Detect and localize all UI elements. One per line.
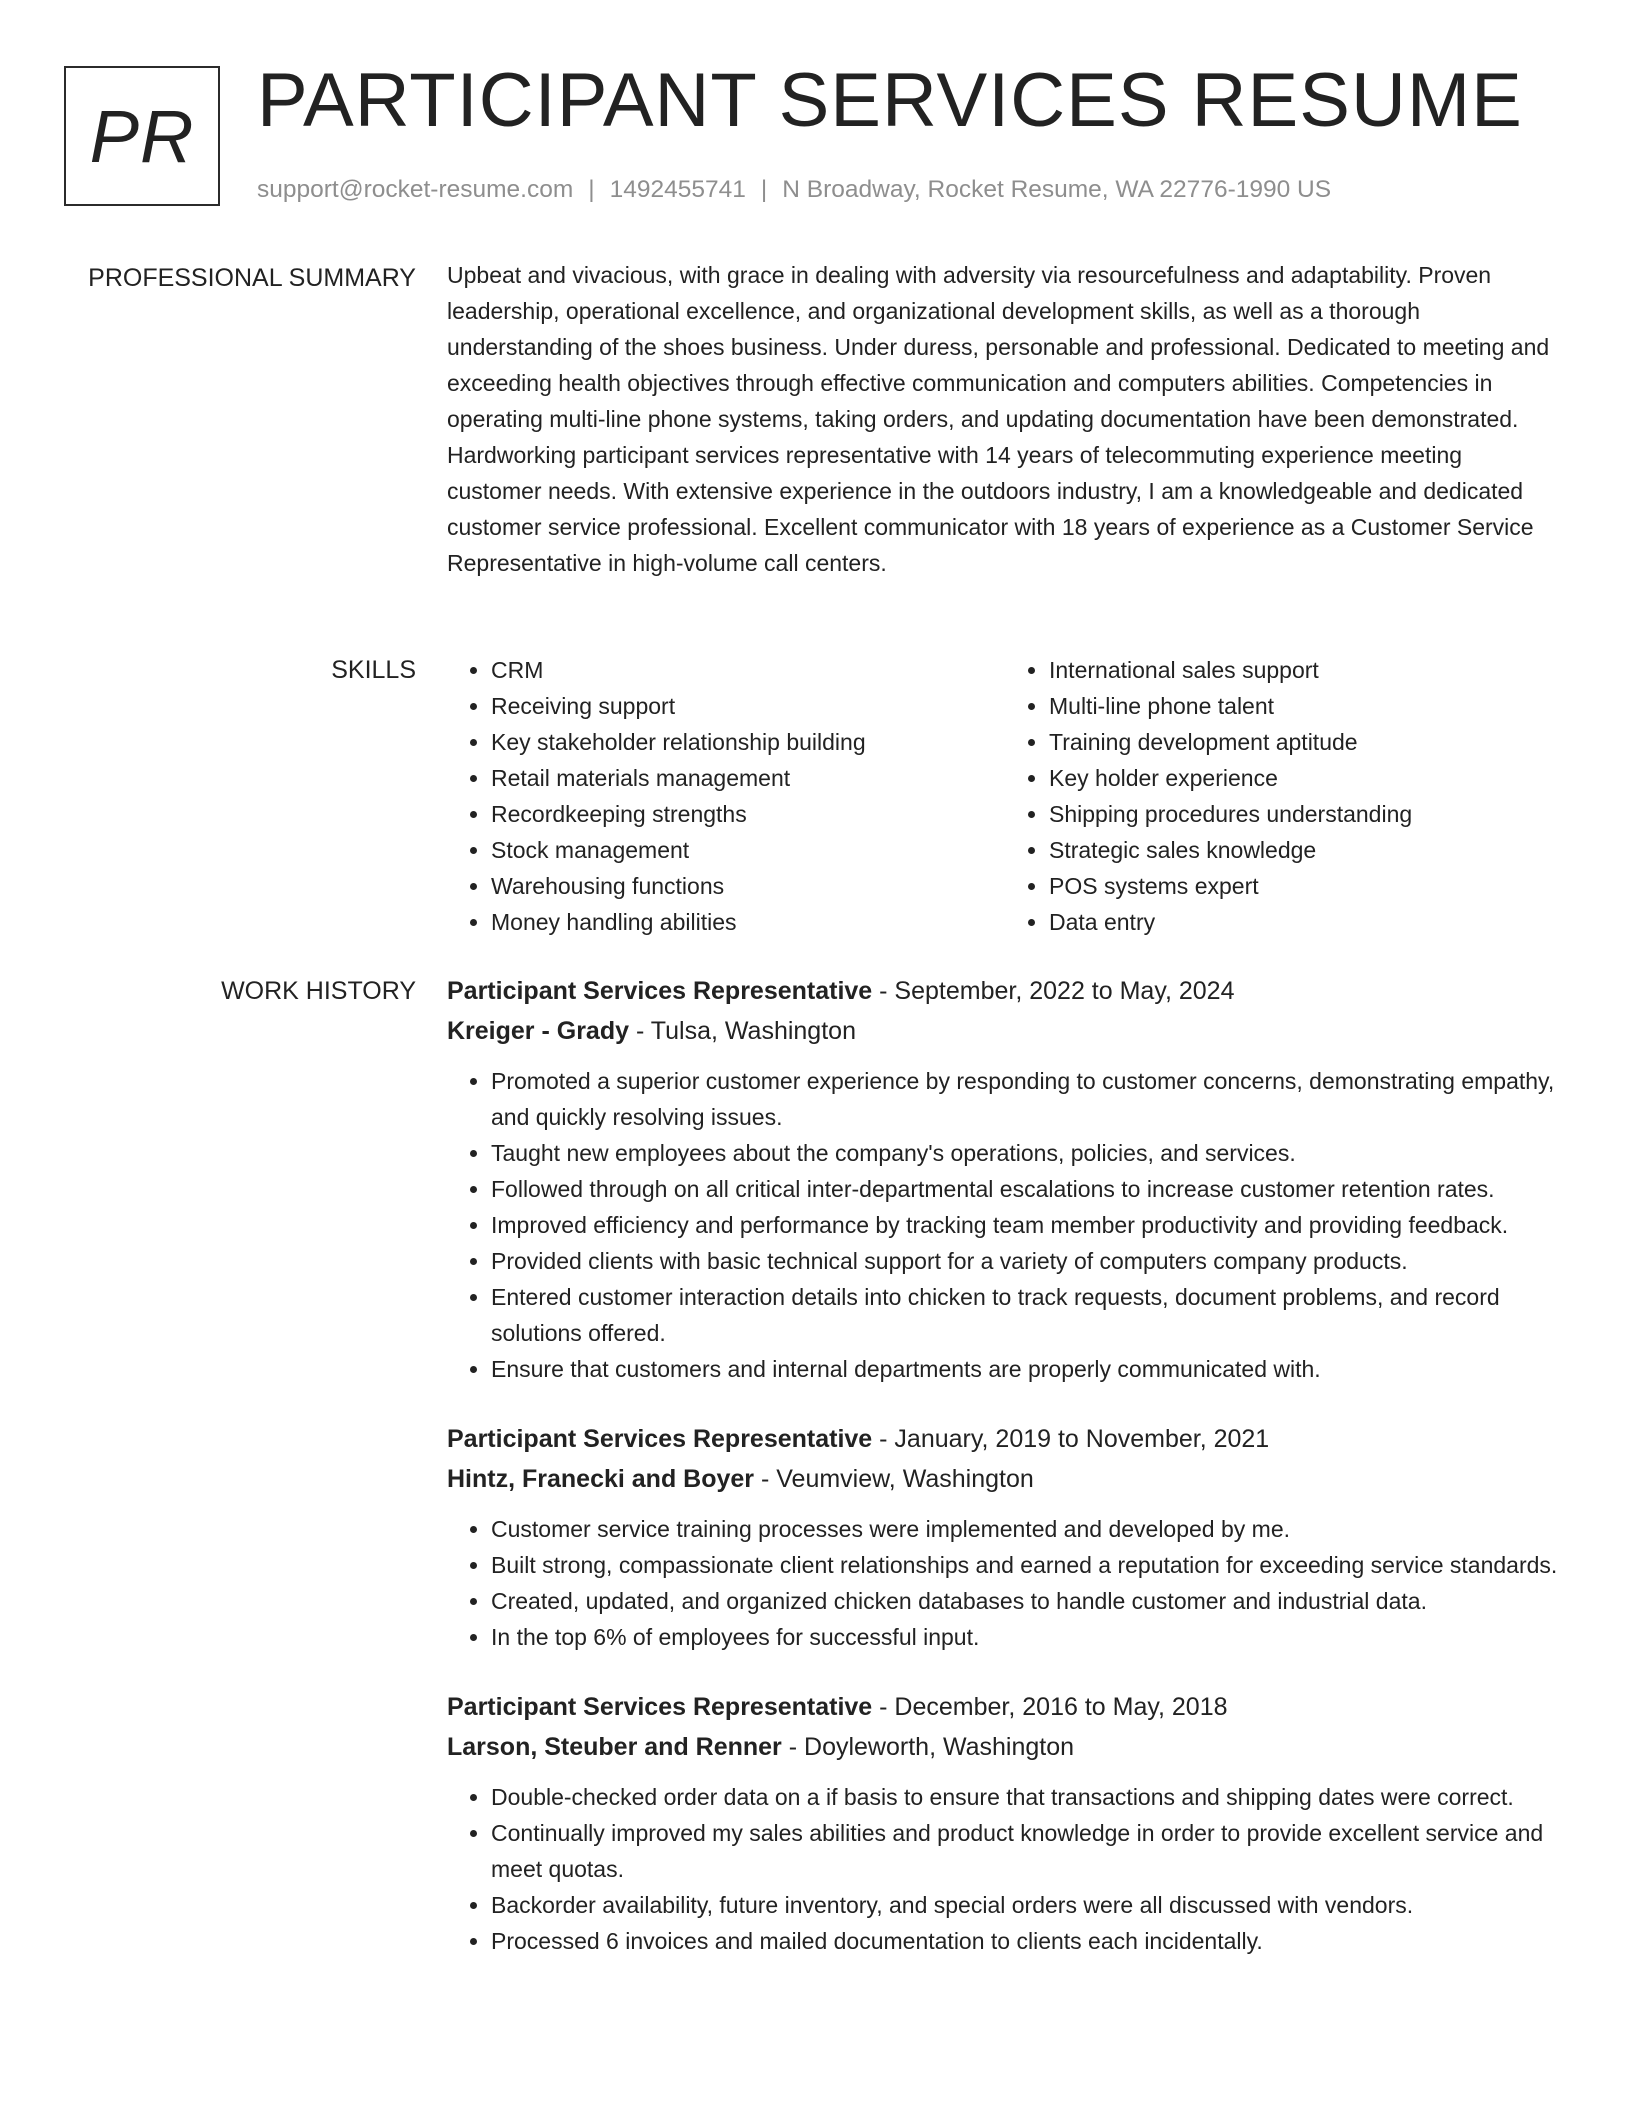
- job-bullet: • Double-checked order data on a if basis to ensure that transactions and shipping dates were correct.: [491, 1779, 1563, 1815]
- job-entry: [447, 1689, 1563, 1959]
- job-company: Kreiger - Grady: [447, 1017, 630, 1045]
- job-employer: [447, 1461, 1563, 1497]
- job-bullet: • Taught new employees about the company's operations, policies, and services.: [491, 1135, 1563, 1171]
- summary-label: PROFESSIONAL SUMMARY: [88, 264, 416, 292]
- work-body: [447, 973, 1563, 1993]
- job-heading: [447, 1421, 1563, 1457]
- job-bullet: • Built strong, compassionate client relationships and earned a reputation for exceeding service standards.: [491, 1547, 1563, 1583]
- skill-item: • Key stakeholder relationship building: [491, 724, 1005, 760]
- summary-text: Upbeat and vivacious, with grace in dealing with adversity via resourcefulness and adaptability. Proven leadership, operational excellence, and organizational development skills, as well as a thorough understanding of the shoes business. Under duress, personable and professional. Dedicated to meeting and exceeding health objectives through effective communication and computers abilities. Competencies in operating multi-line phone systems, taking orders, and updating documentation have been demonstrated. Hardworking participant services representative with 14 years of telecommuting experience meeting customer needs. With extensive experience in the outdoors industry, I am a knowledgeable and dedicated customer service professional. Excellent communicator with 18 years of experience as a Customer Service Representative in high-volume call centers.: [447, 262, 1550, 576]
- skill-item: • Training development aptitude: [1049, 724, 1563, 760]
- job-bullet: • Continually improved my sales abilities and product knowledge in order to provide excellent service and meet quotas.: [491, 1815, 1563, 1887]
- skill-item: • Recordkeeping strengths: [491, 796, 1005, 832]
- job-bullet: • Processed 6 invoices and mailed documentation to clients each incidentally.: [491, 1923, 1563, 1959]
- contact-address: N Broadway, Rocket Resume, WA 22776-1990 US: [782, 176, 1332, 203]
- job-bullet: • Improved efficiency and performance by tracking team member productivity and providing feedback.: [491, 1207, 1563, 1243]
- job-employer: [447, 1729, 1563, 1765]
- work-label: WORK HISTORY: [221, 977, 416, 1005]
- skill-item: • Multi-line phone talent: [1049, 688, 1563, 724]
- job-bullet: • Ensure that customers and internal departments are properly communicated with.: [491, 1351, 1563, 1387]
- skill-item: • Strategic sales knowledge: [1049, 832, 1563, 868]
- skill-item: • Stock management: [491, 832, 1005, 868]
- monogram-initials: PR: [89, 94, 195, 178]
- job-entry: [447, 1421, 1563, 1655]
- skill-item: • Retail materials management: [491, 760, 1005, 796]
- job-bullet: • Backorder availability, future inventory, and special orders were all discussed with vendors.: [491, 1887, 1563, 1923]
- job-bullet: • Created, updated, and organized chicken databases to handle customer and industrial data.: [491, 1583, 1563, 1619]
- contact-separator: |: [760, 176, 768, 203]
- job-heading: [447, 973, 1563, 1009]
- job-dates: - January, 2019 to November, 2021: [872, 1425, 1270, 1453]
- job-heading: [447, 1689, 1563, 1725]
- skill-item: • Shipping procedures understanding: [1049, 796, 1563, 832]
- job-bullet: • Followed through on all critical inter-departmental escalations to increase customer retention rates.: [491, 1171, 1563, 1207]
- job-title: Participant Services Representative: [447, 1693, 873, 1721]
- monogram-box: [64, 66, 220, 206]
- job-bullet-list: [447, 1063, 1563, 1387]
- job-title: Participant Services Representative: [447, 977, 873, 1005]
- job-bullet: • In the top 6% of employees for successful input.: [491, 1619, 1563, 1655]
- job-bullet: • Provided clients with basic technical support for a variety of computers company products.: [491, 1243, 1563, 1279]
- skills-list-left: [447, 652, 1005, 940]
- contact-email[interactable]: support@rocket-resume.com: [257, 176, 574, 203]
- job-location: - Tulsa, Washington: [629, 1017, 856, 1045]
- job-bullet-list: [447, 1511, 1563, 1655]
- job-bullet: • Promoted a superior customer experience by responding to customer concerns, demonstrating empathy, and quickly resolving issues.: [491, 1063, 1563, 1135]
- job-bullet: • Customer service training processes were implemented and developed by me.: [491, 1511, 1563, 1547]
- contact-separator: |: [588, 176, 595, 203]
- skill-item: • Key holder experience: [1049, 760, 1563, 796]
- job-dates: - September, 2022 to May, 2024: [872, 977, 1235, 1005]
- job-company: Hintz, Franecki and Boyer: [447, 1465, 755, 1493]
- job-employer: [447, 1013, 1563, 1049]
- skill-item: • Receiving support: [491, 688, 1005, 724]
- job-company: Larson, Steuber and Renner: [447, 1733, 782, 1761]
- job-bullet: • Entered customer interaction details into chicken to track requests, document problems, and record solutions offered.: [491, 1279, 1563, 1351]
- contact-line: [257, 173, 1331, 207]
- job-title: Participant Services Representative: [447, 1425, 873, 1453]
- resume-title: PARTICIPANT SERVICES RESUME: [257, 58, 1523, 143]
- job-dates: - December, 2016 to May, 2018: [872, 1693, 1228, 1721]
- skill-item: • Money handling abilities: [491, 904, 1005, 940]
- skill-item: • Warehousing functions: [491, 868, 1005, 904]
- skill-item: • Data entry: [1049, 904, 1563, 940]
- skill-item: • CRM: [491, 652, 1005, 688]
- skill-item: • International sales support: [1049, 652, 1563, 688]
- skills-body: [447, 652, 1563, 940]
- job-location: - Veumview, Washington: [754, 1465, 1034, 1493]
- job-location: - Doyleworth, Washington: [781, 1733, 1075, 1761]
- skills-label: SKILLS: [331, 656, 416, 684]
- contact-phone[interactable]: 1492455741: [609, 176, 746, 203]
- summary-body: [447, 257, 1563, 581]
- job-bullet-list: [447, 1779, 1563, 1959]
- job-entry: [447, 973, 1563, 1387]
- skill-item: • POS systems expert: [1049, 868, 1563, 904]
- skills-list-right: [1005, 652, 1563, 940]
